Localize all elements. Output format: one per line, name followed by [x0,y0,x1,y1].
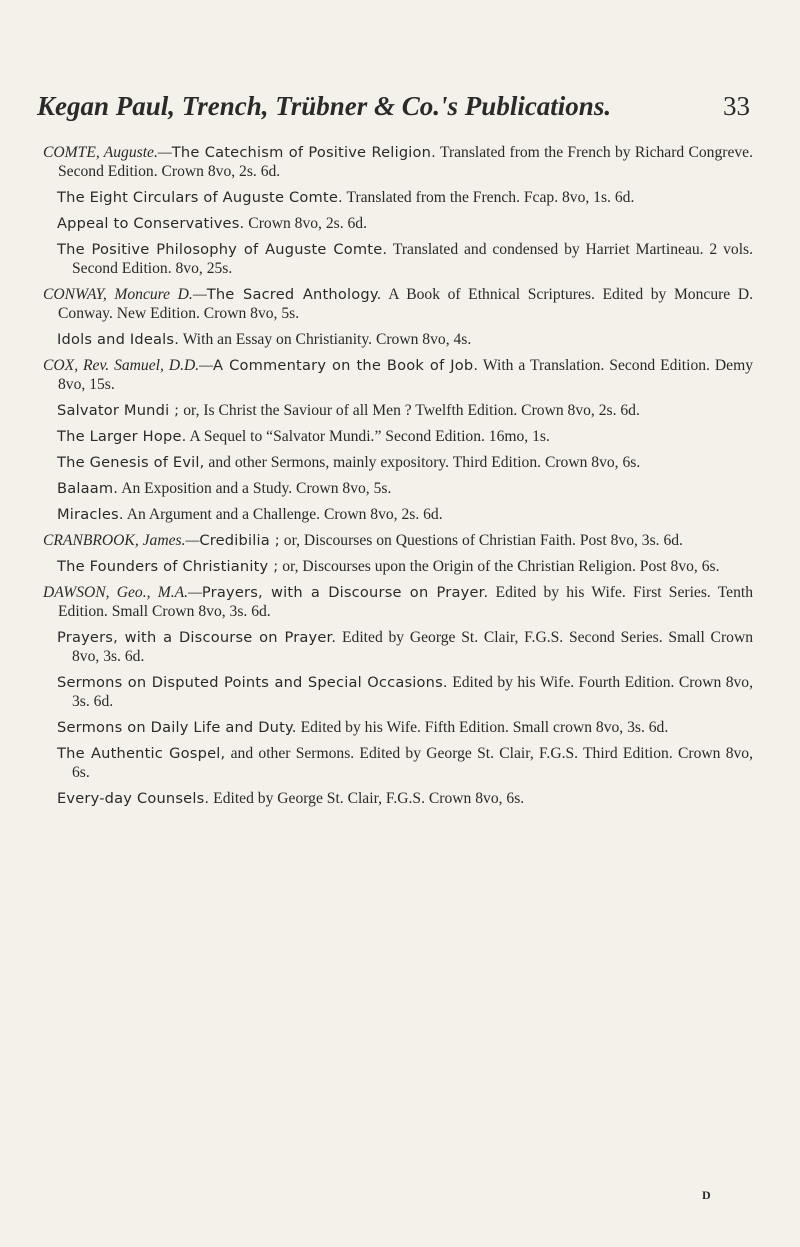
entry-title: The Larger Hope. [57,428,187,445]
list-entry [57,557,753,576]
list-entry [57,427,753,446]
entry-title: The Catechism of Positive Religion. [171,144,436,161]
entry-details: An Argument and a Challenge. Crown 8vo, 2s. 6d. [126,506,443,523]
list-entry [57,505,753,524]
entry-details: or, Discourses on Questions of Christian Faith. Post 8vo, 3s. 6d. [283,532,683,549]
running-title: Kegan Paul, Trench, Trübner & Co.'s Publications. [37,91,612,121]
entry-details: Edited by his Wife. Fourth Edition. Crown 8vo, 3s. 6d. [72,674,753,710]
list-entry [57,240,753,278]
list-entry [57,188,753,207]
entry-title: The Authentic Gospel, [57,745,226,762]
entry-author: CRANBROOK, James.— [43,532,200,549]
entry-author: DAWSON, Geo., M.A.— [43,584,202,601]
entry-author: COMTE, Auguste.— [43,144,172,161]
list-entry [57,718,753,737]
list-entry [57,744,753,782]
entry-details: With an Essay on Christianity. Crown 8vo, 4s. [182,331,472,348]
entry-title: A Commentary on the Book of Job. [213,357,479,374]
list-entry [43,143,753,181]
entry-title: Appeal to Conservatives. [57,215,245,232]
running-header [37,91,750,122]
entry-details: Edited by his Wife. Fifth Edition. Small crown 8vo, 3s. 6d. [300,719,669,736]
list-entry [57,453,753,472]
list-entry [57,628,753,666]
entry-details: and other Sermons. Edited by George St. Clair, F.G.S. Third Edition. Crown 8vo, 6s. [72,745,753,781]
entry-title: Balaam. [57,480,119,497]
entry-title: Sermons on Daily Life and Duty. [57,719,297,736]
entry-details: Translated and condensed by Harriet Martineau. 2 vols. Second Edition. 8vo, 25s. [72,241,753,277]
entry-details: With a Translation. Second Edition. Demy 8vo, 15s. [58,357,753,393]
entry-title: The Positive Philosophy of Auguste Comte. [57,241,388,258]
list-entry [43,583,753,621]
entry-author: CONWAY, Moncure D.— [43,286,207,303]
signature-mark: D [702,1188,711,1202]
list-entry [57,214,753,233]
list-entry [57,401,753,420]
entry-details: A Book of Ethnical Scriptures. Edited by Moncure D. Conway. New Edition. Crown 8vo, 5s. [58,286,753,322]
entry-title: Miracles. [57,506,124,523]
entry-details: or, Is Christ the Saviour of all Men ? Twelfth Edition. Crown 8vo, 2s. 6d. [183,402,640,419]
entry-title: Prayers, with a Discourse on Prayer. [57,629,337,646]
entry-details: or, Discourses upon the Origin of the Christian Religion. Post 8vo, 6s. [282,558,720,575]
entry-details: A Sequel to “Salvator Mundi.” Second Edition. 16mo, 1s. [189,428,550,445]
list-entry [57,789,753,808]
list-entry [43,356,753,394]
entry-details: Edited by George St. Clair, F.G.S. Second Series. Small Crown 8vo, 3s. 6d. [72,629,754,665]
page-number: 33 [723,91,750,121]
entry-title: Sermons on Disputed Points and Special Occasions. [57,674,448,691]
entry-title: Credibilia ; [199,532,280,549]
entry-details: Edited by George St. Clair, F.G.S. Crown 8vo, 6s. [213,790,525,807]
list-entry [43,531,753,550]
list-entry [57,479,753,498]
list-entry [57,330,753,349]
entry-details: Crown 8vo, 2s. 6d. [248,215,367,232]
entry-title: Every-day Counsels. [57,790,210,807]
entry-title: The Founders of Christianity ; [57,558,279,575]
publication-list [43,143,753,815]
list-entry [57,673,753,711]
entry-title: The Eight Circulars of Auguste Comte. [57,189,343,206]
entry-details: Edited by his Wife. First Series. Tenth Edition. Small Crown 8vo, 3s. 6d. [58,584,754,620]
entry-title: The Genesis of Evil, [57,454,205,471]
entry-title: Salvator Mundi ; [57,402,180,419]
entry-details: Translated from the French. Fcap. 8vo, 1s. 6d. [346,189,635,206]
entry-details: An Exposition and a Study. Crown 8vo, 5s. [121,480,392,497]
entry-details: and other Sermons, mainly expository. Third Edition. Crown 8vo, 6s. [208,454,641,471]
list-entry [43,285,753,323]
entry-title: Idols and Ideals. [57,331,180,348]
entry-author: COX, Rev. Samuel, D.D.— [43,357,214,374]
entry-title: The Sacred Anthology. [206,286,382,303]
entry-details: Translated from the French by Richard Congreve. Second Edition. Crown 8vo, 2s. 6d. [58,144,754,180]
entry-title: Prayers, with a Discourse on Prayer. [201,584,489,601]
